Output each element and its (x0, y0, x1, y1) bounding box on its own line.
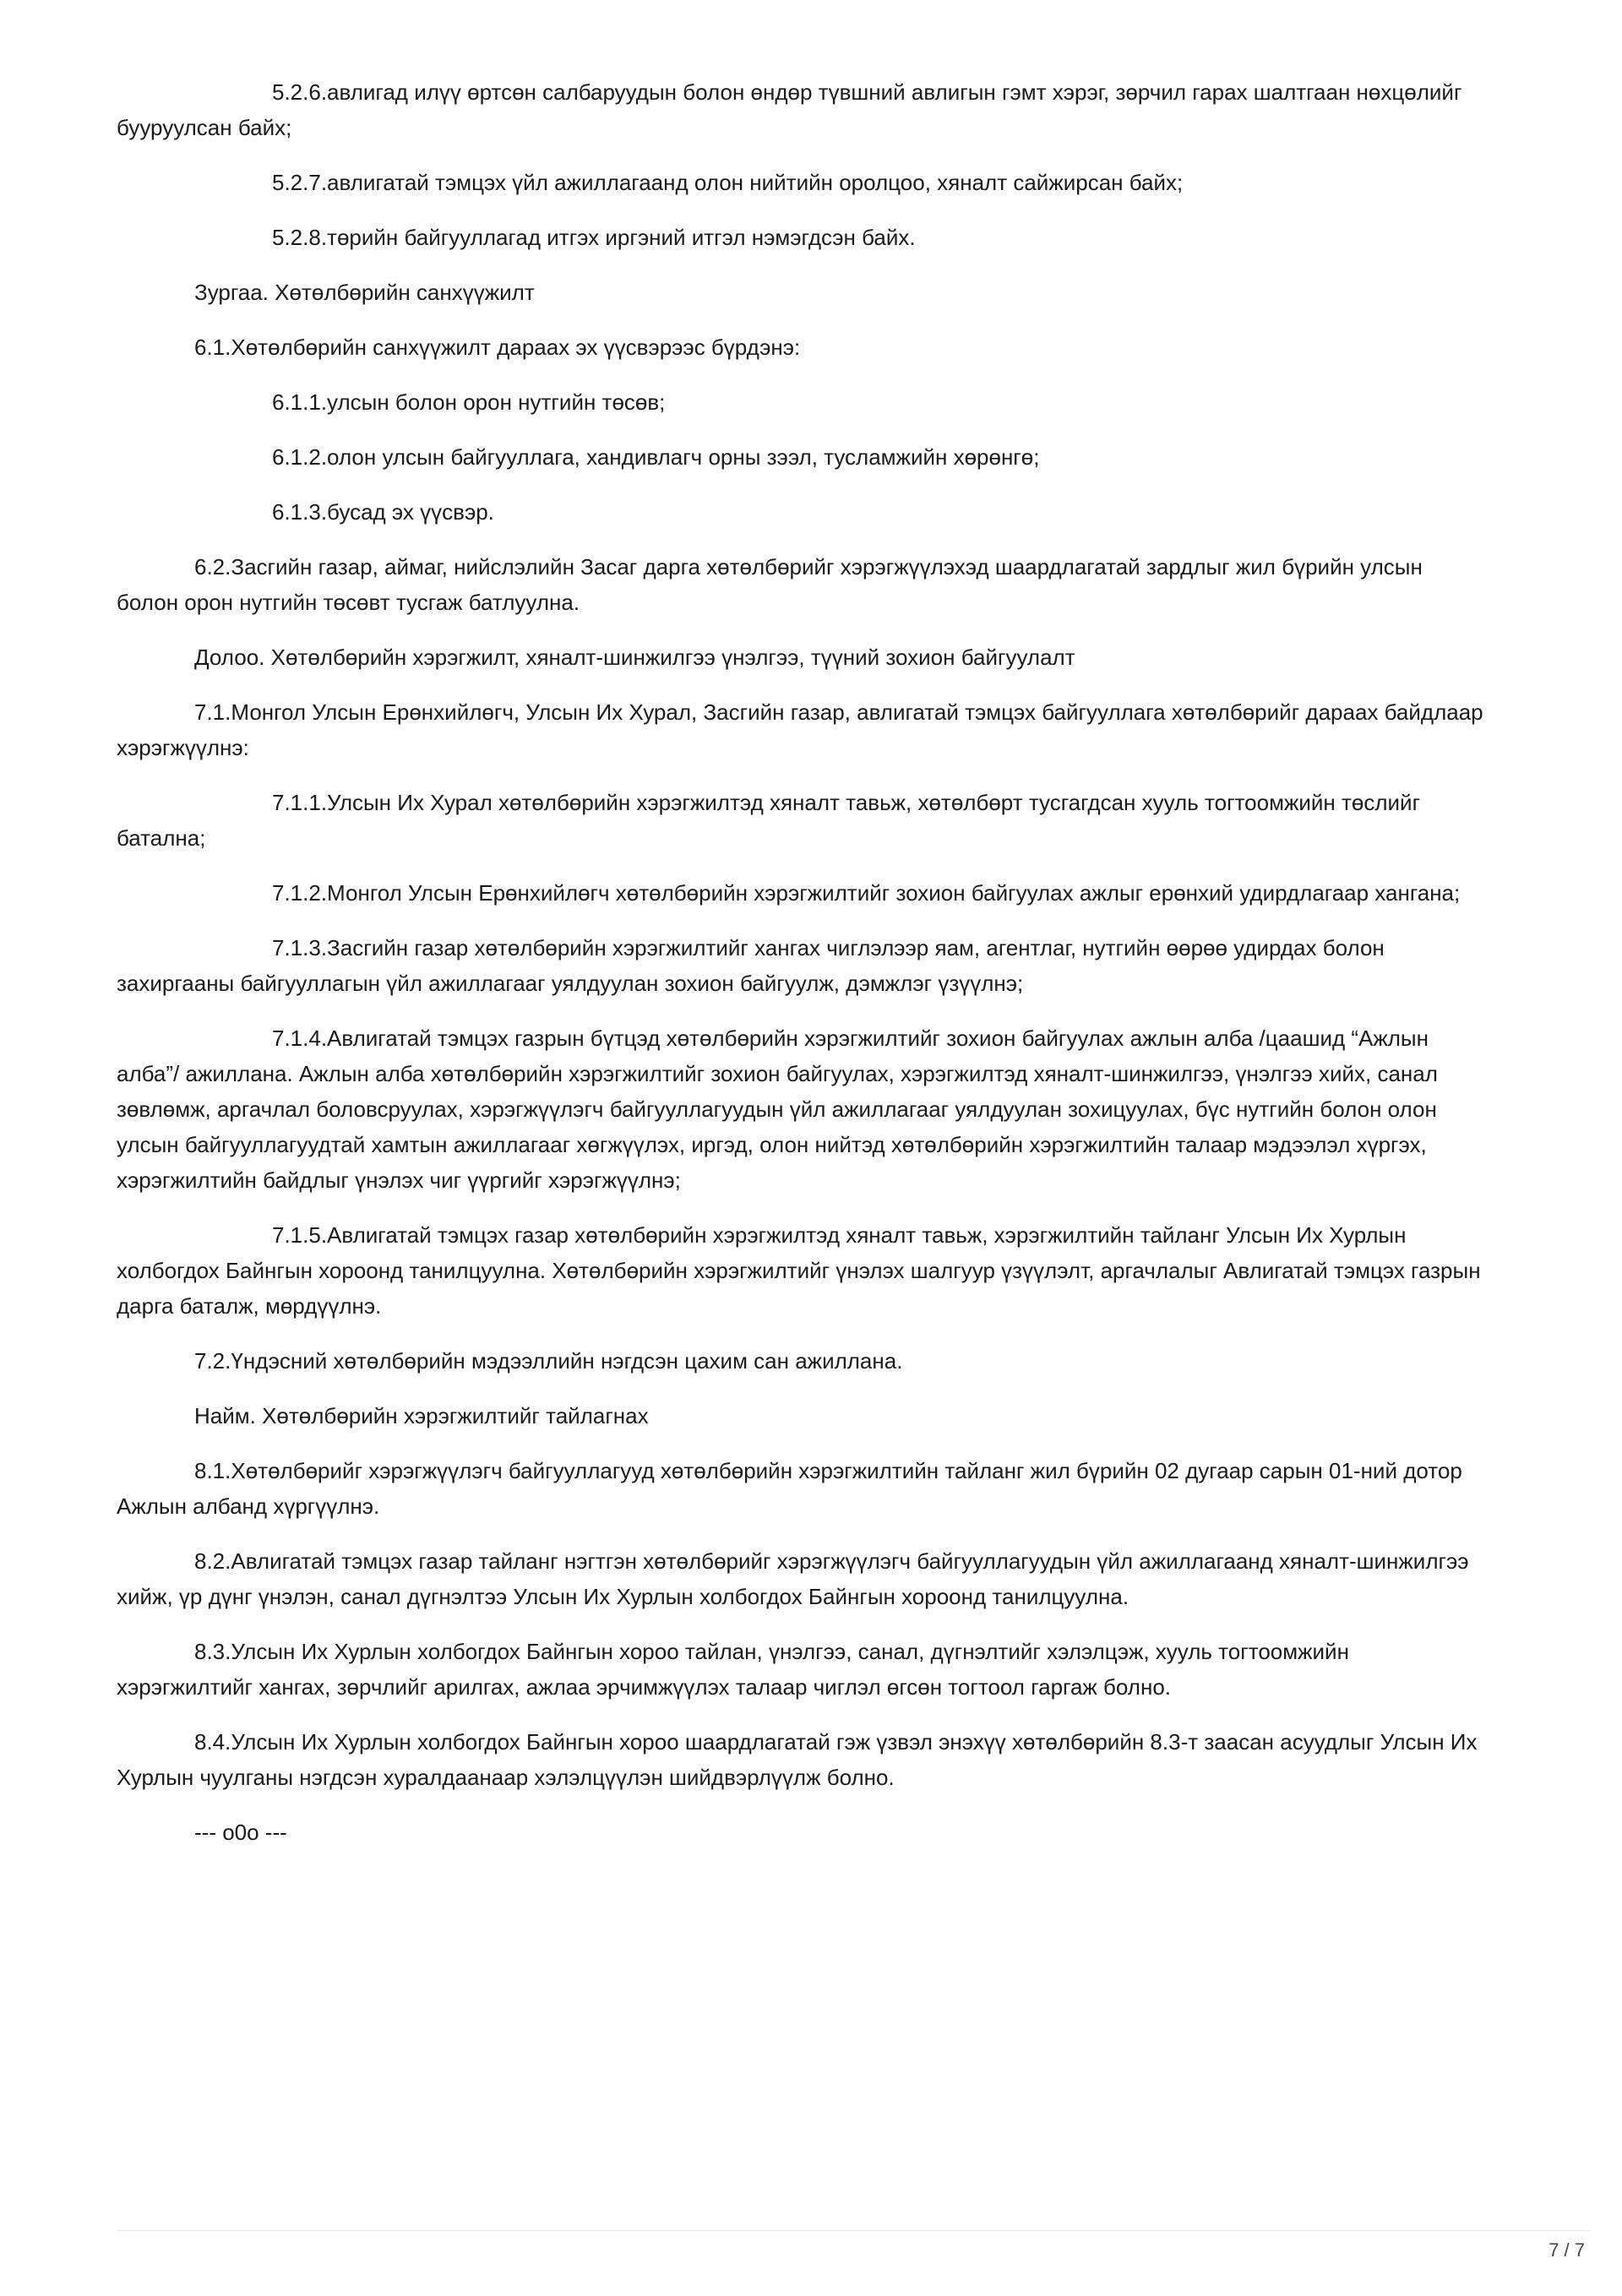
paragraph: 6.2.Засгийн газар, аймаг, нийслэлийн Засаг дарга хөтөлбөрийг хэрэгжүүлэхэд шаардлагатай зардлыг жил бүрийн улсын болон орон нутгийн төсөвт тусгаж батлуулна. (117, 554, 1423, 615)
paragraph: 5.2.7.авлигатай тэмцэх үйл ажиллагаанд олон нийтийн оролцоо, хяналт сайжирсан байх; (272, 170, 1184, 195)
paragraph: 7.1.3.Засгийн газар хөтөлбөрийн хэрэгжилтийг хангах чиглэлээр яам, агентлаг, нутгийн өөрөө удирдах болон захиргааны байгууллагын үйл ажиллагааг уялдуулан зохион байгуулж, дэмжлэг үзүүлнэ; (117, 935, 1385, 996)
paragraph: 6.1.3.бусад эх үүсвэр. (272, 499, 494, 525)
paragraph: 6.1.2.олон улсын байгууллага, хандивлагч орны зээл, тусламжийн хөрөнгө; (272, 444, 1040, 470)
paragraph: 8.1.Хөтөлбөрийг хэрэгжүүлэгч байгууллагууд хөтөлбөрийн хэрэгжилтийн тайланг жил бүрийн 02 дугаар сарын 01-ний дотор Ажлын албанд хүргүүлнэ. (117, 1458, 1462, 1519)
paragraph: 5.2.6.авлигад илүү өртсөн салбаруудын болон өндөр түвшний авлигын гэмт хэрэг, зөрчил гарах шалтгаан нөхцөлийг бууруулсан байх; (117, 79, 1462, 140)
paragraph: 8.2.Авлигатай тэмцэх газар тайланг нэгтгэн хөтөлбөрийг хэрэгжүүлэгч байгууллагуудын үйл ажиллагаанд хяналт-шинжилгээ хийж, үр дүнг үнэлэн, санал дүгнэлтээ Улсын Их Хурлын холбогдох Байнгын хороонд танилцуулна. (117, 1548, 1469, 1609)
section-heading: Зургаа. Хөтөлбөрийн санхүүжилт (194, 280, 535, 305)
paragraph: 8.3.Улсын Их Хурлын холбогдох Байнгын хороо тайлан, үнэлгээ, санал, дүгнэлтийг хэлэлцэж, хууль тогтоомжийн хэрэгжилтийг хангах, зөрчлийг арилгах, ажлаа эрчимжүүлэх талаар чиглэл өгсөн тогтоол гаргаж болно. (117, 1639, 1349, 1700)
paragraph: 7.1.5.Авлигатай тэмцэх газар хөтөлбөрийн хэрэгжилтэд хяналт тавьж, хэрэгжилтийн тайланг Улсын Их Хурлын холбогдох Байнгын хороонд танилцуулна. Хөтөлбөрийн хэрэгжилтийг үнэлэх шалгуур үзүүлэлт, аргачлалыг Авлигатай тэмцэх газрын дарга баталж, мөрдүүлнэ. (117, 1222, 1481, 1319)
document-end-mark: --- o0o --- (194, 1820, 287, 1845)
footer-divider (117, 2230, 1590, 2231)
paragraph: 6.1.1.улсын болон орон нутгийн төсөв; (272, 389, 666, 415)
paragraph: 7.1.1.Улсын Их Хурал хөтөлбөрийн хэрэгжилтэд хяналт тавьж, хөтөлбөрт тусгагдсан хууль тогтоомжийн төслийг батална; (117, 790, 1421, 851)
paragraph: 7.1.2.Монгол Улсын Ерөнхийлөгч хөтөлбөрийн хэрэгжилтийг зохион байгуулах ажлыг ерөнхий удирдлагаар хангана; (272, 880, 1461, 906)
paragraph: 7.1.Монгол Улсын Ерөнхийлөгч, Улсын Их Хурал, Засгийн газар, авлигатай тэмцэх байгууллага хөтөлбөрийг дараах байдлаар хэрэгжүүлнэ: (117, 699, 1483, 760)
page-number: 7 / 7 (1549, 2239, 1585, 2261)
section-heading: Найм. Хөтөлбөрийн хэрэгжилтийг тайлагнах (194, 1403, 649, 1428)
section-heading: Долоо. Хөтөлбөрийн хэрэгжилт, хяналт-шинжилгээ үнэлгээ, түүний зохион байгуулалт (194, 645, 1075, 670)
paragraph: 6.1.Хөтөлбөрийн санхүүжилт дараах эх үүсвэрээс бүрдэнэ: (194, 335, 801, 360)
paragraph: 5.2.8.төрийн байгууллагад итгэх иргэний итгэл нэмэгдсэн байх. (272, 225, 916, 250)
document-body (117, 74, 1490, 1869)
paragraph: 8.4.Улсын Их Хурлын холбогдох Байнгын хороо шаардлагатай гэж үзвэл энэхүү хөтөлбөрийн 8.3-т заасан асуудлыг Улсын Их Хурлын чуулганы нэгдсэн хуралдаанаар хэлэлцүүлэн шийдвэрлүүлж болно. (117, 1729, 1478, 1790)
paragraph: 7.2.Үндэсний хөтөлбөрийн мэдээллийн нэгдсэн цахим сан ажиллана. (194, 1348, 903, 1374)
paragraph: 7.1.4.Авлигатай тэмцэх газрын бүтцэд хөтөлбөрийн хэрэгжилтийг зохион байгуулах ажлын алба /цаашид “Ажлын алба”/ ажиллана. Ажлын алба хөтөлбөрийн хэрэгжилтийг зохион байгуулах, хэрэгжилтэд хяналт-шинжилгээ, үнэлгээ хийх, санал зөвлөмж, аргачлал боловсруулах, хэрэгжүүлэгч байгууллагуудын үйл ажиллагааг уялдуулан зохицуулах, бүс нутгийн болон олон улсын байгууллагуудтай хамтын ажиллагааг хөгжүүлэх, иргэд, олон нийтэд хөтөлбөрийн хэрэгжилтийн талаар мэдээлэл хүргэх, хэрэгжилтийн байдлыг үнэлэх чиг үүргийг хэрэгжүүлнэ; (117, 1026, 1438, 1193)
